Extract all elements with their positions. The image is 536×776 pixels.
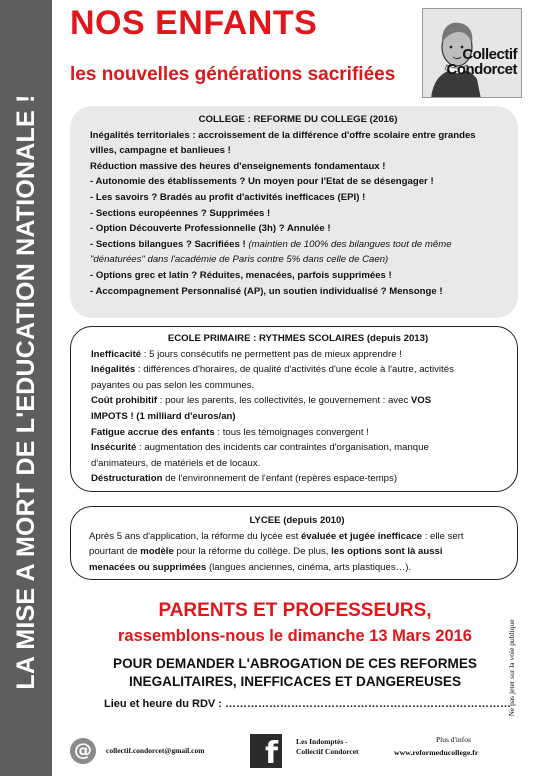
primaire-line: payantes ou pas selon les communes. [91, 379, 255, 391]
logo-text [447, 47, 518, 77]
at-sign-icon: @ [70, 738, 96, 764]
primaire-heading: ECOLE PRIMAIRE : RYTHMES SCOLAIRES (depuis 2013) [167, 333, 429, 344]
primaire-keyword: Inefficacité [91, 348, 142, 360]
college-line: Réduction massive des heures d'enseignements fondamentaux ! [90, 160, 386, 172]
primaire-line [91, 347, 505, 363]
college-line-italic: (maintien de 100% des bilangues tout de même [245, 238, 452, 250]
primaire-section [70, 326, 518, 492]
primaire-keyword: Fatigue accrue des enfants [91, 426, 215, 438]
condorcet-logo [422, 8, 522, 98]
primaire-keyword: Déstructuration [91, 473, 163, 485]
facebook-icon: f [250, 734, 282, 768]
logo-line-2: Condorcet [446, 61, 517, 78]
lycee-text: pour la réforme du collège. De plus, [173, 546, 332, 558]
cta-headline: PARENTS ET PROFESSEURS, [158, 600, 432, 621]
page-subtitle: les nouvelles générations sacrifiées [70, 64, 396, 85]
primaire-keyword: Coût prohibitif [91, 395, 158, 407]
footer-group-line: Collectif Condorcet [296, 747, 359, 756]
primaire-line [91, 362, 505, 378]
college-line: Inégalités territoriales : accroissement de la différence d'offre scolaire entre grandes [90, 129, 476, 141]
sidebar-banner [0, 0, 52, 776]
college-line: "dénaturées" dans l'académie de Paris contre 5% dans celle de Caen) [90, 254, 389, 266]
lycee-section [70, 506, 518, 580]
cta-demand [70, 655, 520, 691]
college-line: villes, campagne et banlieues ! [90, 145, 231, 157]
lycee-keyword: évaluée et jugée inefficace [300, 530, 422, 542]
sidebar-slogan: LA MISE A MORT DE L'EDUCATION NATIONALE ! [12, 94, 40, 690]
page-title: NOS ENFANTS [70, 4, 318, 42]
lycee-text: : elle sert [422, 530, 464, 542]
college-line: - Options grec et latin ? Réduites, menacées, parfois supprimées ! [90, 269, 392, 281]
lycee-keyword: menacées ou supprimées [89, 561, 207, 573]
primaire-line [91, 425, 505, 441]
college-line: - Sections européennes ? Supprimées ! [90, 207, 271, 219]
lycee-line [89, 529, 505, 545]
lycee-keyword: les options sont là aussi [331, 546, 443, 558]
primaire-keyword: VOS [410, 395, 432, 407]
lycee-keyword: modèle [140, 546, 174, 558]
footer-info-label: Plus d'infos [436, 735, 471, 744]
primaire-line [91, 393, 505, 409]
lycee-text: Après 5 ans d'application, la réforme du lycée est [89, 530, 301, 542]
cta-demand-line: POUR DEMANDER L'ABROGATION DE CES REFORMES [113, 656, 477, 671]
primaire-text: : différences d'horaires, de qualité d'activités d'une école à l'autre, activités [135, 364, 454, 376]
primaire-text: : augmentation des incidents car contraintes d'organisation, manque [136, 442, 429, 454]
footer-email[interactable]: collectif.condorcet@gmail.com [106, 746, 205, 755]
side-note: Ne pas jeter sur la voie publique [507, 619, 516, 717]
college-line [90, 237, 506, 253]
lycee-line [89, 544, 505, 560]
primaire-keyword: Insécurité [91, 442, 137, 454]
cta-demand-line: INEGALITAIRES, INEFFICACES ET DANGEREUSES [128, 674, 462, 689]
college-heading: COLLEGE : REFORME DU COLLEGE (2016) [198, 114, 398, 125]
primaire-line: IMPOTS ! (1 milliard d'euros/an) [91, 410, 236, 422]
college-section [70, 106, 518, 318]
primaire-keyword: Inégalités [91, 364, 136, 376]
primaire-text: : 5 jours consécutifs ne permettent pas de mieux apprendre ! [141, 348, 402, 360]
rdv-line: Lieu et heure du RDV : …………………………………………………………………… [104, 698, 512, 710]
logo-line-1: Collectif [462, 46, 517, 63]
college-line: - Accompagnement Personnalisé (AP), un soutien individualisé ? Mensonge ! [90, 285, 443, 297]
lycee-heading: LYCEE (depuis 2010) [249, 515, 345, 526]
primaire-text: de l'environnement de l'enfant (repères espace-temps) [162, 473, 398, 485]
primaire-text: : pour les parents, les collectivités, le gouvernement : avec [157, 395, 411, 407]
college-line: - Autonomie des établissements ? Un moyen pour l'Etat de se désengager ! [90, 176, 434, 188]
lycee-text: pourtant de [89, 546, 141, 558]
primaire-line [91, 440, 505, 456]
college-line: - Option Découverte Professionnelle (3h) ? Annulée ! [90, 223, 331, 235]
primaire-text: : tous les témoignages convergent ! [214, 426, 369, 438]
lycee-text: (langues anciennes, cinéma, arts plastiques…). [206, 561, 412, 573]
college-line: - Les savoirs ? Bradés au profit d'activités inefficaces (EPI) ! [90, 191, 366, 203]
lycee-line [89, 560, 505, 576]
primaire-line [91, 471, 505, 487]
footer-group [296, 737, 359, 757]
footer-website-link[interactable]: www.reformeducollege.fr [394, 748, 479, 757]
primaire-line: d'animateurs, de matériels et de locaux. [91, 457, 261, 469]
footer-group-line: Les Indomptés - [296, 737, 348, 746]
college-line-bold: - Sections bilangues ? Sacrifiées ! [90, 238, 246, 250]
cta-date: rassemblons-nous le dimanche 13 Mars 2016 [118, 627, 472, 645]
